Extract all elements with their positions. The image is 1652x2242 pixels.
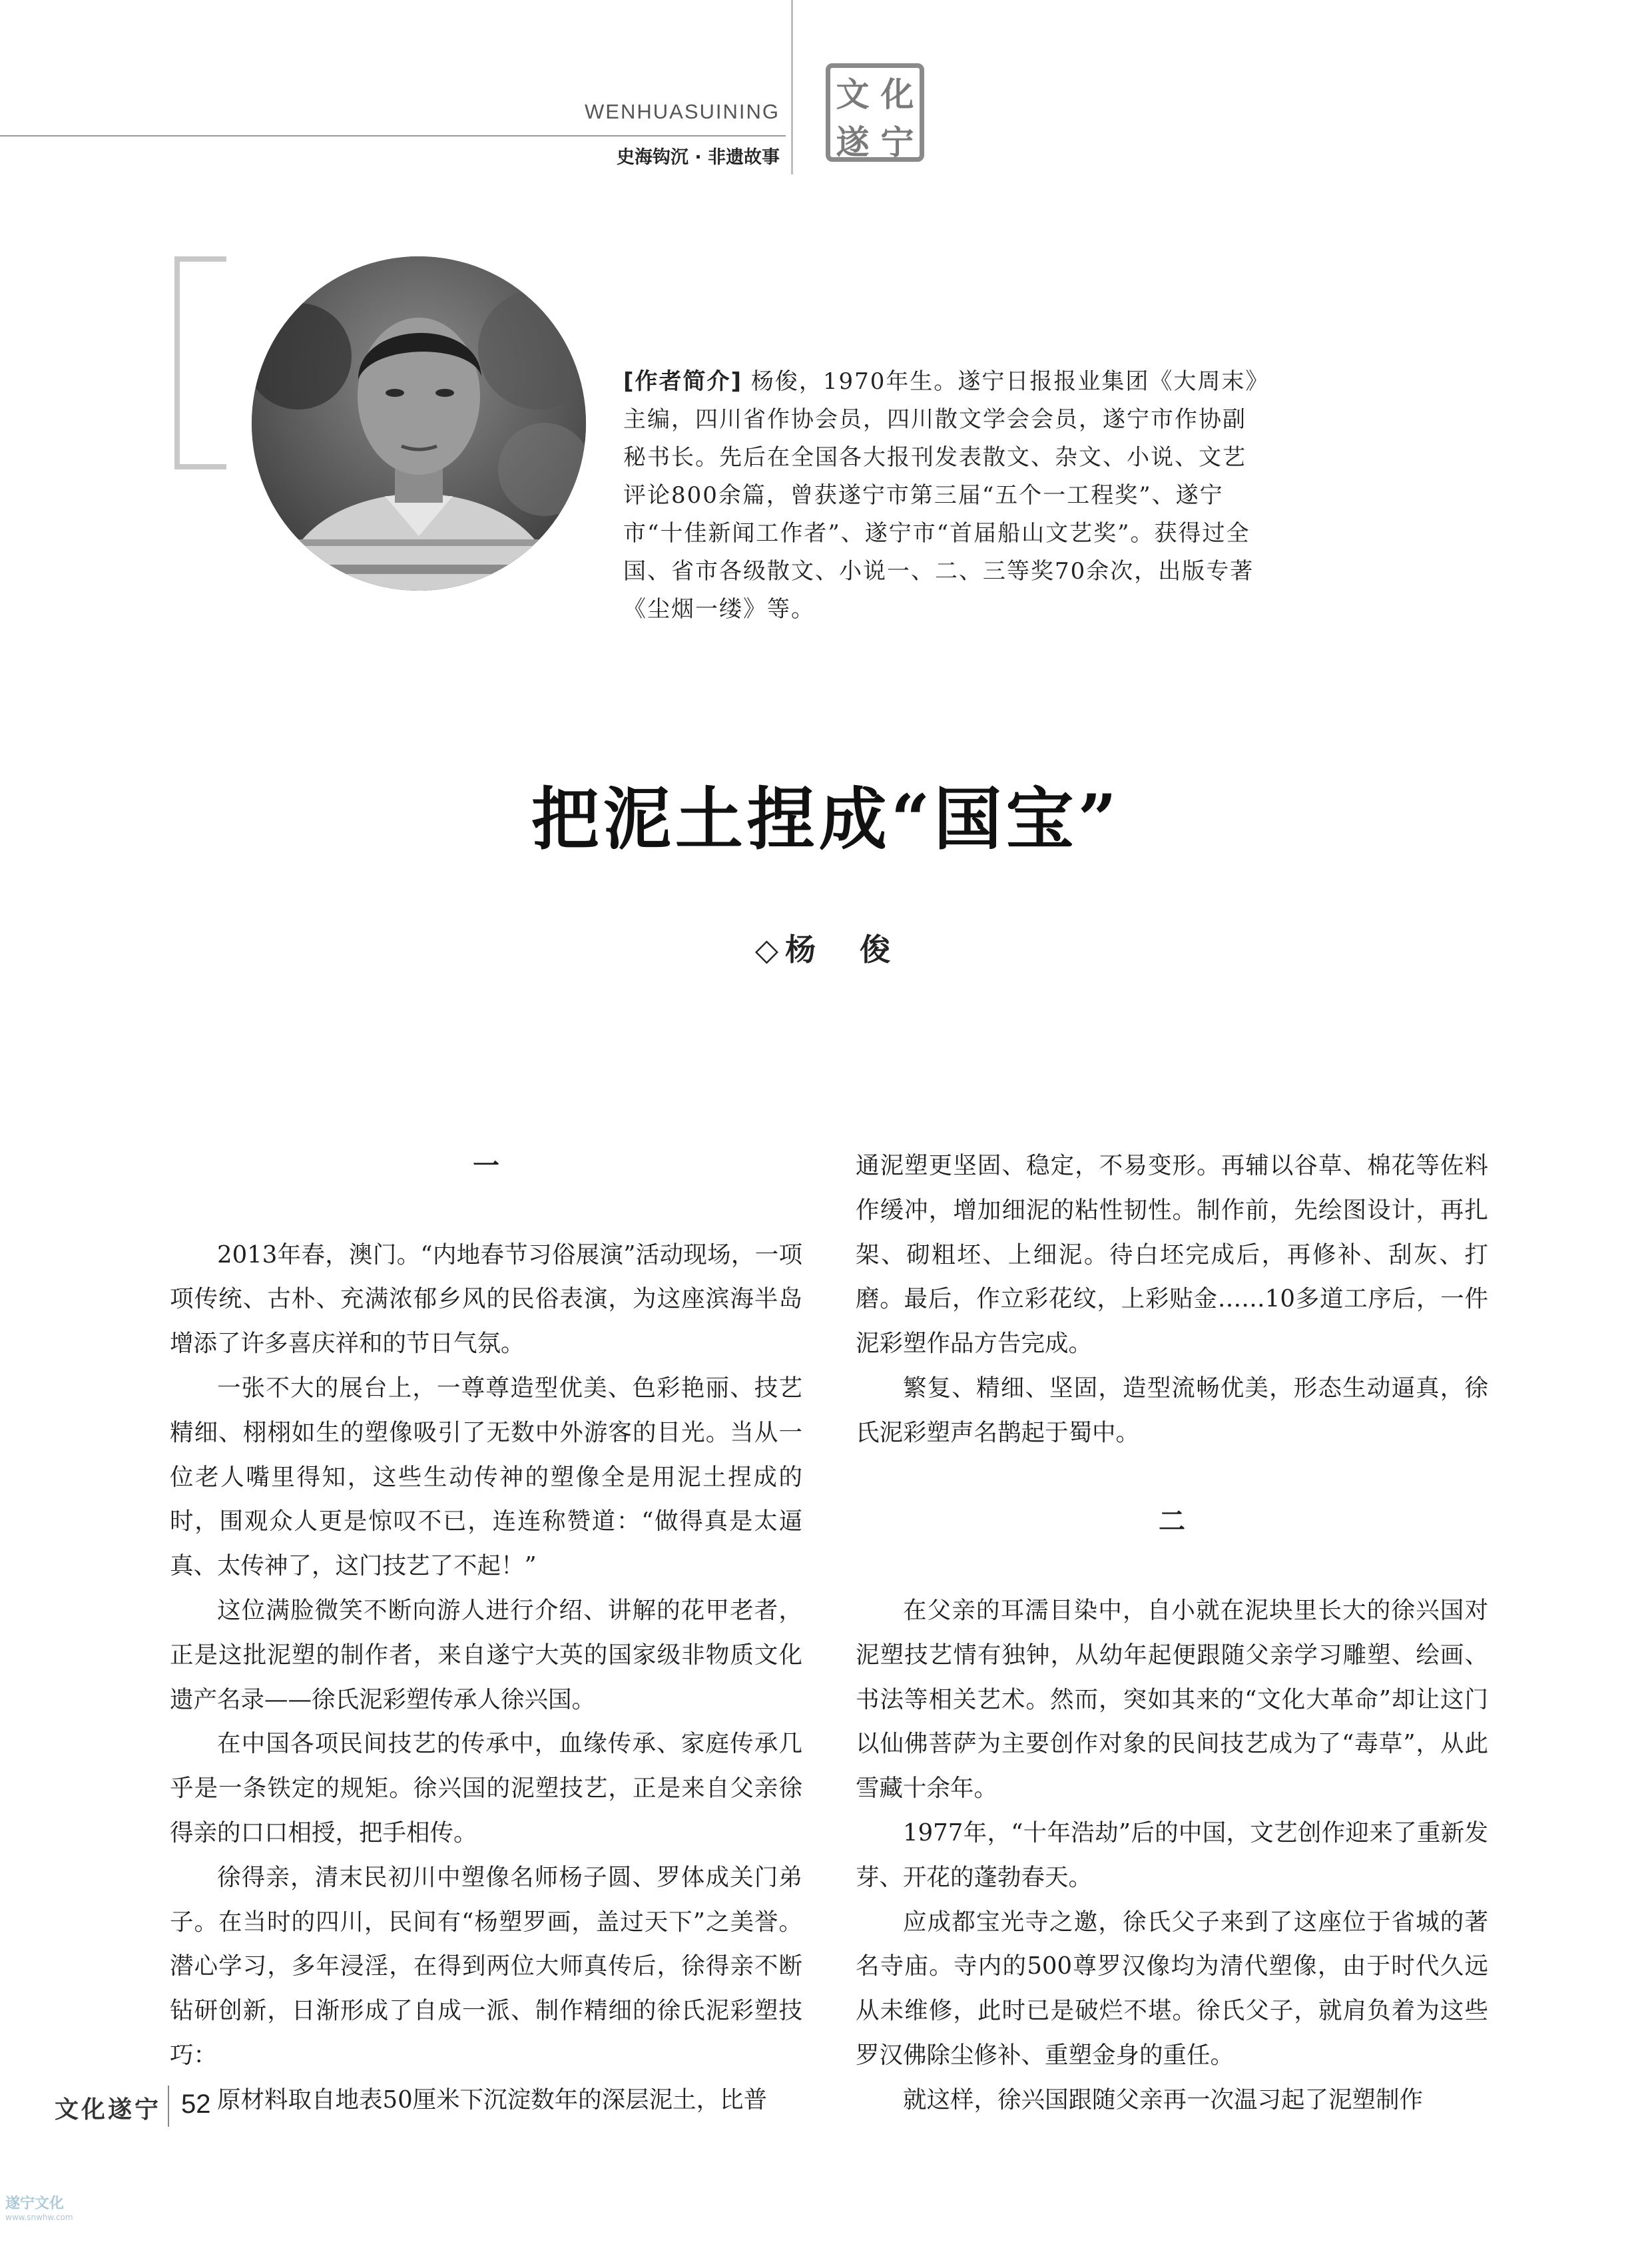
watermark <box>5 2192 73 2222</box>
paragraph: 在中国各项民间技艺的传承中，血缘传承、家庭传承几乎是一条铁定的规矩。徐兴国的泥塑技艺，正是来自父亲徐得亲的口口相授，把手相传。 <box>170 1730 802 1846</box>
header-section: 史海钩沉 · 非遗故事 <box>616 147 780 168</box>
footer-brand: 文化遂宁 <box>55 2096 162 2123</box>
masthead-seal-logo <box>826 63 924 162</box>
section-heading: 二 <box>1159 1506 1185 1538</box>
page-number: 52 <box>181 2090 211 2119</box>
footer-divider <box>168 2086 169 2127</box>
portrait-illustration <box>252 256 586 591</box>
watermark-name: 遂宁文化 <box>5 2195 65 2212</box>
paragraph: 就这样，徐兴国跟随父亲再一次温习起了泥塑制作 <box>903 2086 1424 2113</box>
spacer <box>856 1544 1488 1589</box>
paragraph: 繁复、精细、坚固，造型流畅优美，形态生动逼真，徐氏泥彩塑声名鹊起于蜀中。 <box>856 1374 1488 1446</box>
seal-char: 遂 <box>836 123 870 162</box>
header-site-name: WENHUASUINING <box>585 100 780 123</box>
article-byline: ◇杨 俊 <box>754 932 898 968</box>
paragraph: 徐得亲，清末民初川中塑像名师杨子圆、罗体成关门弟子。在当时的四川，民间有“杨塑罗画，盖过天下”之美誉。潜心学习，多年浸淫，在得到两位大师真传后，徐得亲不断钻研创新，日渐形成了自成一派、制作精细的徐氏泥彩塑技巧： <box>170 1863 802 2069</box>
header-rule <box>0 135 786 137</box>
header-divider <box>791 0 793 174</box>
paragraph: 应成都宝光寺之邀，徐氏父子来到了这座位于省城的著名寺庙。寺内的500尊罗汉像均为清代塑像，由于时代久远从未维修，此时已是破烂不堪。徐氏父子，就肩负着为这些罗汉佛除尘修补、重塑金身的重任。 <box>856 1908 1488 2069</box>
paragraph: 这位满脸微笑不断向游人进行介绍、讲解的花甲老者，正是这批泥塑的制作者，来自遂宁大英的国家级非物质文化遗产名录——徐氏泥彩塑传承人徐兴国。 <box>170 1596 802 1713</box>
seal-char: 文 <box>836 75 870 114</box>
bio-label: [作者简介] <box>623 368 743 395</box>
paragraph-continued: 通泥塑更坚固、稳定，不易变形。再辅以谷草、棉花等佐料作缓冲，增加细泥的粘性韧性。制作前，先绘图设计，再扎架、砌粗坯、上细泥。待白坯完成后，再修补、刮灰、打磨。最后，作立彩花纹，上彩贴金……10多道工序后，一件泥彩塑作品方告完成。 <box>856 1152 1488 1358</box>
paragraph: 在父亲的耳濡目染中，自小就在泥块里长大的徐兴国对泥塑技艺情有独钟，从幼年起便跟随父亲学习雕塑、绘画、书法等相关艺术。然而，突如其来的“文化大革命”却让这门以仙佛菩萨为主要创作对象的民间技艺成为了“毒草”，从此雪藏十余年。 <box>856 1596 1488 1803</box>
left-column <box>170 1144 802 2123</box>
decorative-bracket <box>174 256 226 469</box>
bio-text: 杨俊，1970年生。遂宁日报报业集团《大周末》主编，四川省作协会员，四川散文学会会员，遂宁市作协副秘书长。先后在全国各大报刊发表散文、杂文、小说、文艺评论800余篇，曾获遂宁市第三届“五个一工程奖”、遂宁市“十佳新闻工作者”、遂宁市“首届船山文艺奖”。获得过全国、省市各级散文、小说一、二、三等奖70余次，出版专著《尘烟一缕》等。 <box>623 368 1258 623</box>
paragraph: 1977年，“十年浩劫”后的中国，文艺创作迎来了重新发芽、开花的蓬勃春天。 <box>856 1819 1488 1891</box>
article-title: 把泥土捏成“国宝” <box>531 780 1121 860</box>
paragraph: 2013年春，澳门。“内地春节习俗展演”活动现场，一项项传统、古朴、充满浓郁乡风的民俗表演，为这座滨海半岛增添了许多喜庆祥和的节日气氛。 <box>170 1241 802 1358</box>
right-column <box>856 1144 1488 2123</box>
spacer <box>856 1456 1488 1500</box>
seal-char: 化 <box>880 75 914 114</box>
watermark-url: www.snwhw.com <box>5 2213 73 2222</box>
paragraph: 一张不大的展台上，一尊尊造型优美、色彩艳丽、技艺精细、栩栩如生的塑像吸引了无数中外游客的目光。当从一位老人嘴里得知，这些生动传神的塑像全是用泥土捏成的时，围观众人更是惊叹不已，连连称赞道：“做得真是太逼真、太传神了，这门技艺了不起！” <box>170 1374 802 1580</box>
author-bio <box>623 363 1269 629</box>
seal-char: 宁 <box>880 123 914 162</box>
paragraph: 原材料取自地表50厘米下沉淀数年的深层泥土，比普 <box>217 2086 768 2113</box>
spacer <box>170 1189 802 1233</box>
section-heading: 一 <box>473 1151 499 1181</box>
author-portrait-photo <box>252 256 586 591</box>
